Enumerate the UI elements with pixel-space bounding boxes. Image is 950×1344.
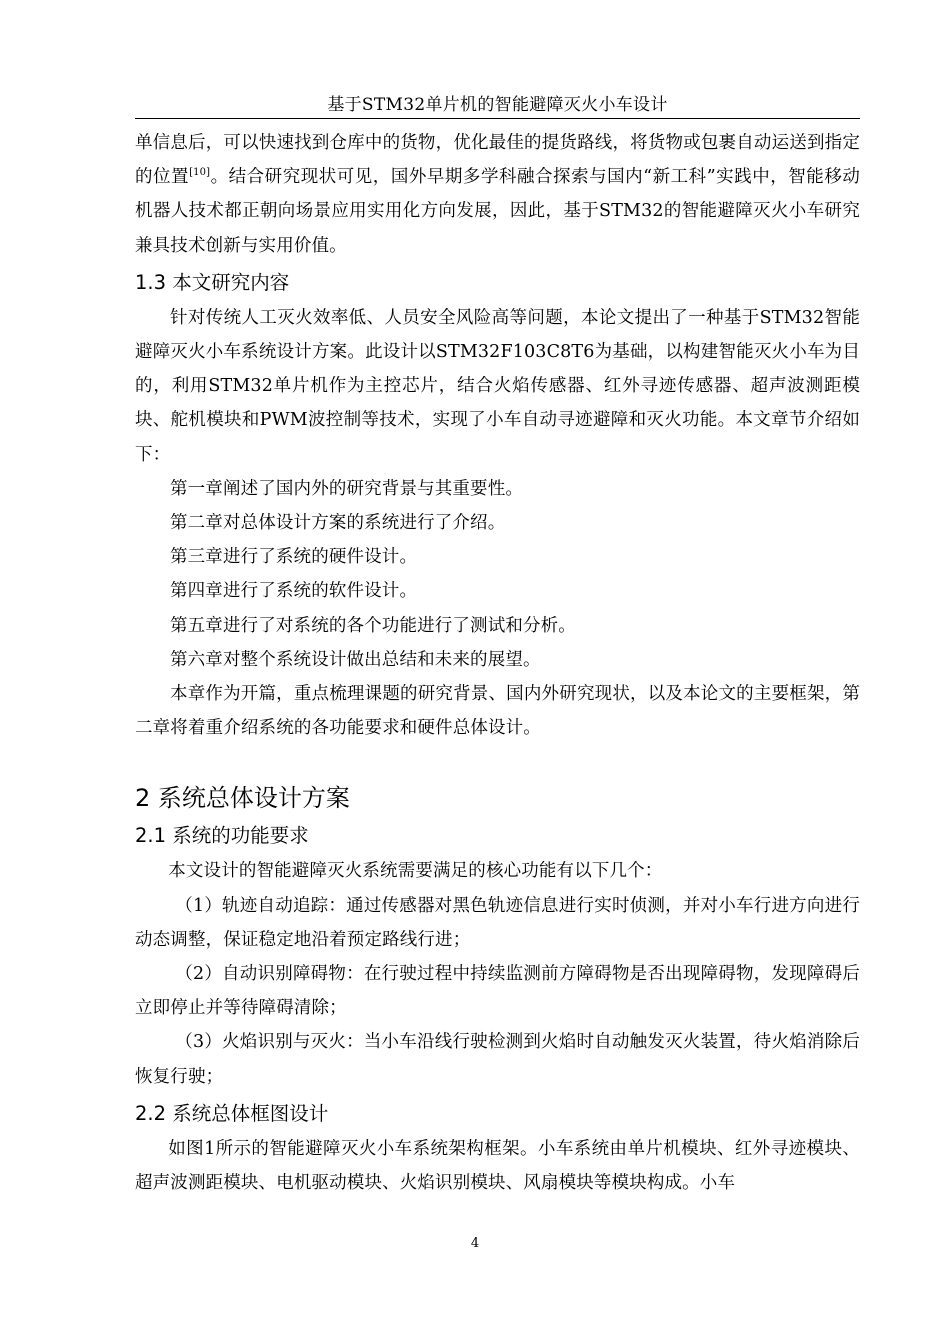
chapter-summary-item: 第六章对整个系统设计做出总结和未来的展望。 (170, 649, 541, 670)
paragraph-requirements-intro: 本文设计的智能避障灭火系统需要满足的核心功能有以下几个： (168, 861, 663, 882)
section-heading-2-2: 2.2 系统总体框图设计 (135, 1101, 329, 1125)
chapter-summary-item: 第三章进行了系统的硬件设计。 (170, 547, 418, 568)
section-heading-1-3: 1.3 本文研究内容 (135, 270, 290, 294)
page-body (135, 126, 860, 1216)
chapter-summary-item: 第四章进行了系统的软件设计。 (170, 581, 418, 602)
running-header: 基于STM32单片机的智能避障灭火小车设计 (327, 95, 668, 115)
paragraph-text: 。结合研究现状可见，国外早期多学科融合探索与国内“新工科”实践中，智能移动机器人技术都正朝向场景应用实用化方向发展，因此，基于STM32的智能避障灭火小车研究兼具技术创新与实用价值。 (135, 167, 860, 256)
chapter-heading-2: 2 系统总体设计方案 (135, 784, 350, 813)
paragraph-research-content: 针对传统人工灭火效率低、人员安全风险高等问题，本论文提出了一种基于STM32智能避障灭火小车系统设计方案。此设计以STM32F103C8T6为基础，以构建智能灭火小车为目的，利用STM32单片机作为主控芯片，结合火焰传感器、红外寻迹传感器、超声波测距模块、舵机模块和PWM波控制等技术，实现了小车自动寻迹避障和灭火功能。本文章节介绍如下： (135, 307, 860, 465)
header-rule (135, 118, 860, 119)
requirement-item: （2）自动识别障碍物：在行驶过程中持续监测前方障碍物是否出现障碍物，发现障碍后立即停止并等待障碍清除； (135, 964, 860, 1019)
paragraph-text: 单信息后，可以快速找到仓库中的货物，优化最佳的提货路线，将货物或包裹自动运送到指定的位置 (135, 133, 860, 188)
page-number: 4 (470, 1236, 480, 1251)
paragraph-system-architecture: 如图1所示的智能避障灭火小车系统架构框架。小车系统由单片机模块、红外寻迹模块、超声波测距模块、电机驱动模块、火焰识别模块、风扇模块等模块构成。小车 (135, 1138, 860, 1194)
chapter-summary-item: 第五章进行了对系统的各个功能进行了测试和分析。 (170, 615, 576, 636)
requirement-item: （3）火焰识别与灭火：当小车沿线行驶检测到火焰时自动触发灭火装置，待火焰消除后恢复行驶； (135, 1032, 860, 1087)
paragraph-chapter-conclusion: 本章作为开篇，重点梳理课题的研究背景、国内外研究现状，以及本论文的主要框架，第二章将着重介绍系统的各功能要求和硬件总体设计。 (135, 684, 860, 739)
chapter-summary-item: 第二章对总体设计方案的系统进行了介绍。 (170, 513, 506, 534)
paragraph-research-status-summary (135, 126, 860, 263)
chapter-summary-item: 第一章阐述了国内外的研究背景与其重要性。 (170, 478, 523, 499)
requirement-item: （1）轨迹自动追踪：通过传感器对黑色轨迹信息进行实时侦测，并对小车行进方向进行动态调整，保证稳定地沿着预定路线行进； (135, 895, 860, 950)
section-heading-2-1: 2.1 系统的功能要求 (135, 824, 309, 848)
citation-ref: [10] (189, 167, 211, 179)
